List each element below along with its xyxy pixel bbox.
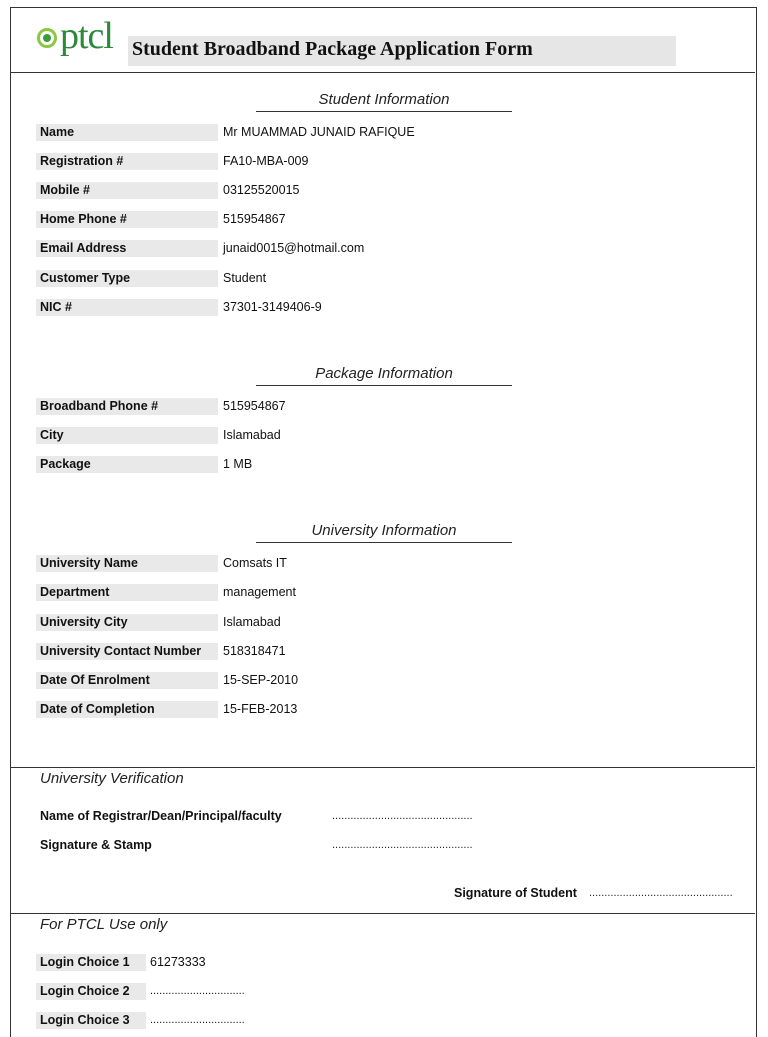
student-name-value: Mr MUAMMAD JUNAID RAFIQUE: [223, 125, 415, 139]
ptcl-logo-text: ptcl: [60, 15, 113, 57]
package-value: 1 MB: [223, 457, 253, 471]
mobile-label: Mobile #: [36, 182, 218, 199]
email-value: junaid0015@hotmail.com: [223, 241, 365, 255]
ptcl-use-heading: For PTCL Use only: [40, 916, 168, 933]
registrar-label: Name of Registrar/Dean/Principal/faculty: [40, 809, 282, 823]
login-choice-3-label: Login Choice 3: [36, 1012, 146, 1029]
ptcl-logo-ring-icon: [37, 28, 57, 48]
login-choice-2-value: ...............................: [150, 985, 245, 997]
verification-heading: University Verification: [40, 770, 184, 787]
broadband-phone-value: 515954867: [223, 399, 286, 413]
city-label: City: [36, 427, 218, 444]
university-contact-label: University Contact Number: [36, 643, 218, 660]
login-choice-3-value: ...............................: [150, 1014, 245, 1026]
department-label: Department: [36, 584, 218, 601]
student-info-heading: Student Information: [256, 91, 512, 112]
student-signature-label: Signature of Student: [454, 886, 577, 900]
home-phone-label: Home Phone #: [36, 211, 218, 228]
university-name-value: Comsats IT: [223, 556, 287, 570]
university-city-value: Islamabad: [223, 615, 281, 629]
stamp-label: Signature & Stamp: [40, 838, 152, 852]
completion-date-value: 15-FEB-2013: [223, 702, 298, 716]
registration-value: FA10-MBA-009: [223, 154, 309, 168]
ptcl-use-divider: [10, 913, 755, 914]
completion-date-label: Date of Completion: [36, 701, 218, 718]
form-title: Student Broadband Package Application Form: [132, 38, 533, 60]
university-name-label: University Name: [36, 555, 218, 572]
enrolment-date-value: 15-SEP-2010: [223, 673, 299, 687]
broadband-phone-label: Broadband Phone #: [36, 398, 218, 415]
university-city-label: University City: [36, 614, 218, 631]
student-signature-line: ...............................................: [589, 887, 733, 899]
package-label: Package: [36, 456, 218, 473]
email-label: Email Address: [36, 240, 218, 257]
city-value: Islamabad: [223, 428, 281, 442]
department-value: management: [223, 585, 296, 599]
nic-value: 37301-3149406-9: [223, 300, 322, 314]
package-info-heading: Package Information: [256, 365, 512, 386]
university-info-heading: University Information: [256, 522, 512, 543]
customer-type-value: Student: [223, 271, 267, 285]
login-choice-1-label: Login Choice 1: [36, 954, 146, 971]
nic-label: NIC #: [36, 299, 218, 316]
login-choice-1-value: 61273333: [150, 955, 206, 969]
registrar-signature-line: ..............................................: [332, 810, 473, 822]
ptcl-logo: [36, 15, 132, 64]
registration-label: Registration #: [36, 153, 218, 170]
home-phone-value: 515954867: [223, 212, 286, 226]
customer-type-label: Customer Type: [36, 270, 218, 287]
stamp-signature-line: ..............................................: [332, 839, 473, 851]
form-title-box: [128, 36, 676, 66]
header-divider: [10, 72, 755, 73]
enrolment-date-label: Date Of Enrolment: [36, 672, 218, 689]
university-contact-value: 518318471: [223, 644, 286, 658]
login-choice-2-label: Login Choice 2: [36, 983, 146, 1000]
verification-divider: [10, 767, 755, 768]
student-name-label: Name: [36, 124, 218, 141]
mobile-value: 03125520015: [223, 183, 300, 197]
